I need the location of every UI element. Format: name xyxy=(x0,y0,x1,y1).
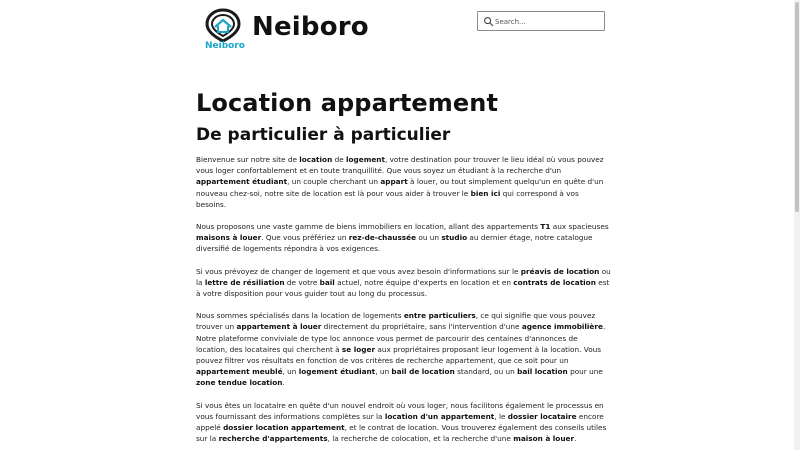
text-run: , votre destination pour trouver le lieu idéal où vous pouvez vous loger confortablement et en toute tranquillité. Que vous soyez un étudiant à la recherche d'un xyxy=(196,155,604,176)
keyword: dossier location appartement xyxy=(223,423,345,433)
text-run: ou la xyxy=(196,266,611,287)
text-run: standard, ou un xyxy=(454,367,518,377)
search-input[interactable] xyxy=(495,14,600,29)
page-title: Location appartement xyxy=(196,89,499,117)
paragraph xyxy=(196,310,611,388)
text-run: Si vous êtes un locataire en quête d'un nouvel endroit où vous loger, nous facilitons également le processus en vous fournissant des informations complètes sur la xyxy=(196,400,604,421)
keyword: bail de location xyxy=(391,367,455,377)
article-body xyxy=(196,154,611,444)
text-run: . Que vous préfériez un xyxy=(261,233,349,243)
text-run: Nous proposons une vaste gamme de biens immobiliers en location, allant des appartements xyxy=(196,222,541,232)
brand-name[interactable]: Neiboro xyxy=(252,12,369,42)
paragraph xyxy=(196,154,611,210)
text-run: au dernier étage, notre catalogue diversifié de logements répondra à vos exigences. xyxy=(196,233,593,254)
keyword: bien ici xyxy=(470,188,501,198)
text-run: , la recherche de colocation, et la recherche d'une xyxy=(327,434,514,444)
keyword: location d'un appartement xyxy=(384,411,495,421)
text-run: , et le contrat de location. Vous trouverez également des conseils utiles sur la xyxy=(196,423,607,444)
text-run: , un xyxy=(375,367,392,377)
scrollbar-thumb[interactable] xyxy=(795,2,799,212)
page-scrollbar[interactable] xyxy=(794,0,800,450)
text-run: pour une xyxy=(567,367,603,377)
paragraph xyxy=(196,266,611,300)
search-box[interactable] xyxy=(477,11,605,31)
text-run: à louer, ou tout simplement quelqu'un en quête d'un nouveau chez-soi, notre site de location est là pour vous aider à trouver le xyxy=(196,177,604,198)
text-run: , un couple cherchant un xyxy=(287,177,381,187)
text-run: , ce qui signifie que vous pouvez trouver un xyxy=(196,311,596,332)
text-run: actuel, notre équipe d'experts en location et en xyxy=(334,277,514,287)
text-run: , le xyxy=(494,411,508,421)
keyword: location xyxy=(299,155,333,164)
keyword: préavis de location xyxy=(520,266,600,276)
keyword: maisons à louer xyxy=(196,233,262,243)
paragraph xyxy=(196,400,611,445)
page-subtitle: De particulier à particulier xyxy=(196,125,451,145)
keyword: T1 xyxy=(540,222,551,232)
text-run: Nous sommes spécialisés dans la location de logements xyxy=(196,311,404,321)
keyword: entre particuliers xyxy=(403,311,476,321)
keyword: appartement à louer xyxy=(236,322,322,332)
text-run: est à votre disposition pour vous guider tout au long du processus. xyxy=(196,277,610,299)
text-run: qui correspond à vos besoins. xyxy=(196,188,579,209)
keyword: se loger xyxy=(341,344,376,354)
text-run: . xyxy=(282,378,285,388)
keyword: appartement étudiant xyxy=(196,177,288,187)
keyword: appartement meublé xyxy=(196,367,283,377)
text-run: encore appelé xyxy=(196,411,604,433)
keyword: logement étudiant xyxy=(298,367,376,377)
keyword: bail location xyxy=(517,367,568,377)
text-run: Bienvenue sur notre site de xyxy=(196,155,300,164)
keyword: rez-de-chaussée xyxy=(348,233,417,243)
text-run: . xyxy=(574,434,577,444)
keyword: bail xyxy=(319,277,335,287)
text-run: aux spacieuses xyxy=(550,222,609,232)
text-run: directement du propriétaire, sans l'intervention d'une xyxy=(321,322,522,332)
text-run: , un xyxy=(282,367,299,377)
text-run: . Notre plateforme conviviale de type loc annonce vous permet de parcourir des centaines d'annonces de location, des locataires qui cherchent à xyxy=(196,322,606,354)
text-run: Si vous prévoyez de changer de logement et que vous avez besoin d'informations sur le xyxy=(196,266,521,276)
keyword: agence immobilière xyxy=(521,322,603,332)
keyword: zone tendue location xyxy=(196,378,283,388)
keyword: contrats de location xyxy=(513,277,596,287)
text-run: de xyxy=(332,155,347,164)
keyword: appart xyxy=(380,177,408,187)
text-run: ou un xyxy=(416,233,442,243)
keyword: logement xyxy=(346,155,385,164)
keyword: dossier locataire xyxy=(507,411,577,421)
paragraph xyxy=(196,221,611,255)
keyword: recherche d'appartements xyxy=(218,434,328,444)
main-content xyxy=(196,88,611,450)
logo-text: Neiboro xyxy=(205,41,245,51)
text-run: aux propriétaires proposant leur logement à la location. Vous pouvez filtrer vos résultats en fonction de vos critères de recherche appartement, que ce soit pour un xyxy=(196,344,602,366)
keyword: studio xyxy=(441,233,468,243)
keyword: lettre de résiliation xyxy=(204,277,285,287)
keyword: maison à louer xyxy=(513,434,575,444)
search-icon[interactable] xyxy=(483,16,494,27)
text-run: de votre xyxy=(284,277,320,287)
